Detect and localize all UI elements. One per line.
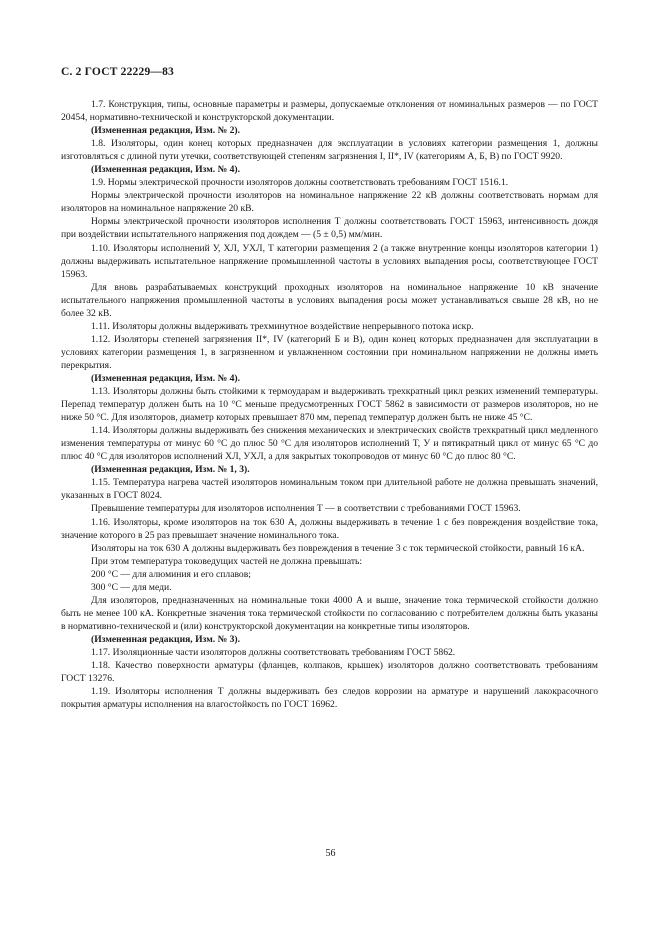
- clause-1-8: 1.8. Изоляторы, один конец которых предназначен для эксплуатации в условиях категории размещения 1, должны изготовляться с длиной пути утечки, соответствующей степеням загрязнения I, II*, IV (категориям А, Б, В) по ГОСТ 9920.: [61, 138, 598, 163]
- clause-1-9-paragraph: Нормы электрической прочности изоляторов на номинальное напряжение 22 кВ должны соответствовать нормам для изоляторов на номинальное напряжение 20 кВ.: [61, 190, 598, 215]
- clause-1-15-paragraph: Превышение температуры для изоляторов исполнения Т — в соответствии с требованиями ГОСТ 15963.: [91, 503, 521, 515]
- clause-1-14: 1.14. Изоляторы должны выдерживать без снижения механических и электрических свойств трехкратный цикл медленного изменения температуры от минус 60 °С до плюс 50 °С для изоляторов исполнений Т, У и пятикратный цикл от минус 65 °С до плюс 40 °С для изоляторов исполнений ХЛ, УХЛ, а для закрытых токопроводов от минус 60 °С до плюс 80 °С.: [61, 425, 598, 463]
- clause-1-16-list-item: 300 °С — для меди.: [91, 581, 172, 593]
- clause-1-11: 1.11. Изоляторы должны выдерживать трехминутное воздействие непрерывного потока искр.: [91, 320, 474, 332]
- clause-1-12: 1.12. Изоляторы степеней загрязнения II*, IV (категорий Б и В), один конец которых предназначен для эксплуатации в условиях категории размещения 1, в загрязненном и увлажненном состоянии при номинальном напряжении не должны иметь перекрытия.: [61, 333, 598, 371]
- clause-1-16-paragraph: Изоляторы на ток 630 А должны выдерживать без повреждения в течение 3 с ток термической стойкости, равный 16 кА.: [91, 542, 585, 554]
- clause-1-16: 1.16. Изоляторы, кроме изоляторов на ток 630 А, должны выдерживать в течение 1 с без повреждения воздействие тока, значение которого в 25 раз превышает значение номинального тока.: [61, 516, 598, 541]
- clause-1-16-paragraph: Для изоляторов, предназначенных на номинальные токи 4000 А и выше, значение тока термической стойкости должно быть не менее 100 кА. Конкретные значения тока термической стойкости по согласованию с потребителем должны быть указаны в нормативно-технической и (или) конструкторской документации на конкретные типы изоляторов.: [61, 594, 598, 632]
- clause-1-16-paragraph: При этом температура токоведущих частей не должна превышать:: [91, 555, 363, 567]
- clause-1-19: 1.19. Изоляторы исполнения Т должны выдерживать без следов коррозии на арматуре и нарушений лакокрасочного покрытия арматуры исполнения на влагостойкость по ГОСТ 16962.: [61, 686, 598, 711]
- clause-1-10-paragraph: Для вновь разрабатываемых конструкций проходных изоляторов на номинальное напряжение 10 кВ значение испытательного напряжения промышленной частоты в условиях выпадения росы может устанавливаться свыше 28 кВ, но не более 32 кВ.: [61, 281, 598, 319]
- amendment-note: (Измененная редакция, Изм. № 3).: [91, 633, 241, 645]
- clause-1-9: 1.9. Нормы электрической прочности изоляторов должны соответствовать требованиям ГОСТ 1516.1.: [91, 177, 509, 189]
- amendment-note: (Измененная редакция, Изм. № 4).: [91, 164, 241, 176]
- clause-1-10: 1.10. Изоляторы исполнений У, ХЛ, УХЛ, Т категории размещения 2 (а также внутренние концы изоляторов категории 1) должны выдерживать испытательное напряжение промышленной частоты в условиях выпадения росы, соответствующее ГОСТ 15963.: [61, 242, 598, 280]
- amendment-note: (Измененная редакция, Изм. № 4).: [91, 372, 241, 384]
- document-body: [61, 98, 598, 711]
- clause-1-15: 1.15. Температура нагрева частей изоляторов номинальным током при длительной работе не должна превышать значений, указанных в ГОСТ 8024.: [61, 477, 598, 502]
- clause-1-9-paragraph: Нормы электрической прочности изоляторов исполнения Т должны соответствовать ГОСТ 15963, интенсивность дождя при воздействии испытательного напряжения под дождем — (5 ± 0,5) мм/мин.: [61, 216, 598, 241]
- page-header: С. 2 ГОСТ 22229—83: [61, 66, 174, 78]
- amendment-note: (Измененная редакция, Изм. № 2).: [91, 125, 241, 137]
- clause-1-18: 1.18. Качество поверхности арматуры (фланцев, колпаков, крышек) изоляторов должно соответствовать требованиям ГОСТ 13276.: [61, 660, 598, 685]
- amendment-note: (Измененная редакция, Изм. № 1, 3).: [91, 464, 250, 476]
- page-number: 56: [325, 848, 336, 859]
- clause-1-17: 1.17. Изоляционные части изоляторов должны соответствовать требованиям ГОСТ 5862.: [91, 646, 456, 658]
- clause-1-7: 1.7. Конструкция, типы, основные параметры и размеры, допускаемые отклонения от номинальных размеров — по ГОСТ 20454, нормативно-технической и конструкторской документации.: [61, 99, 598, 124]
- clause-1-13: 1.13. Изоляторы должны быть стойкими к термоударам и выдерживать трехкратный цикл резких изменений температуры. Перепад температур должен быть на 10 °С меньше предусмотренных ГОСТ 5862 в зависимости от размеров изоляторов, но не ниже 50 °С. Для изоляторов, диаметр которых превышает 870 мм, перепад температур должен быть не ниже 45 °С.: [61, 386, 598, 424]
- clause-1-16-list-item: 200 °С — для алюминия и его сплавов;: [91, 568, 251, 580]
